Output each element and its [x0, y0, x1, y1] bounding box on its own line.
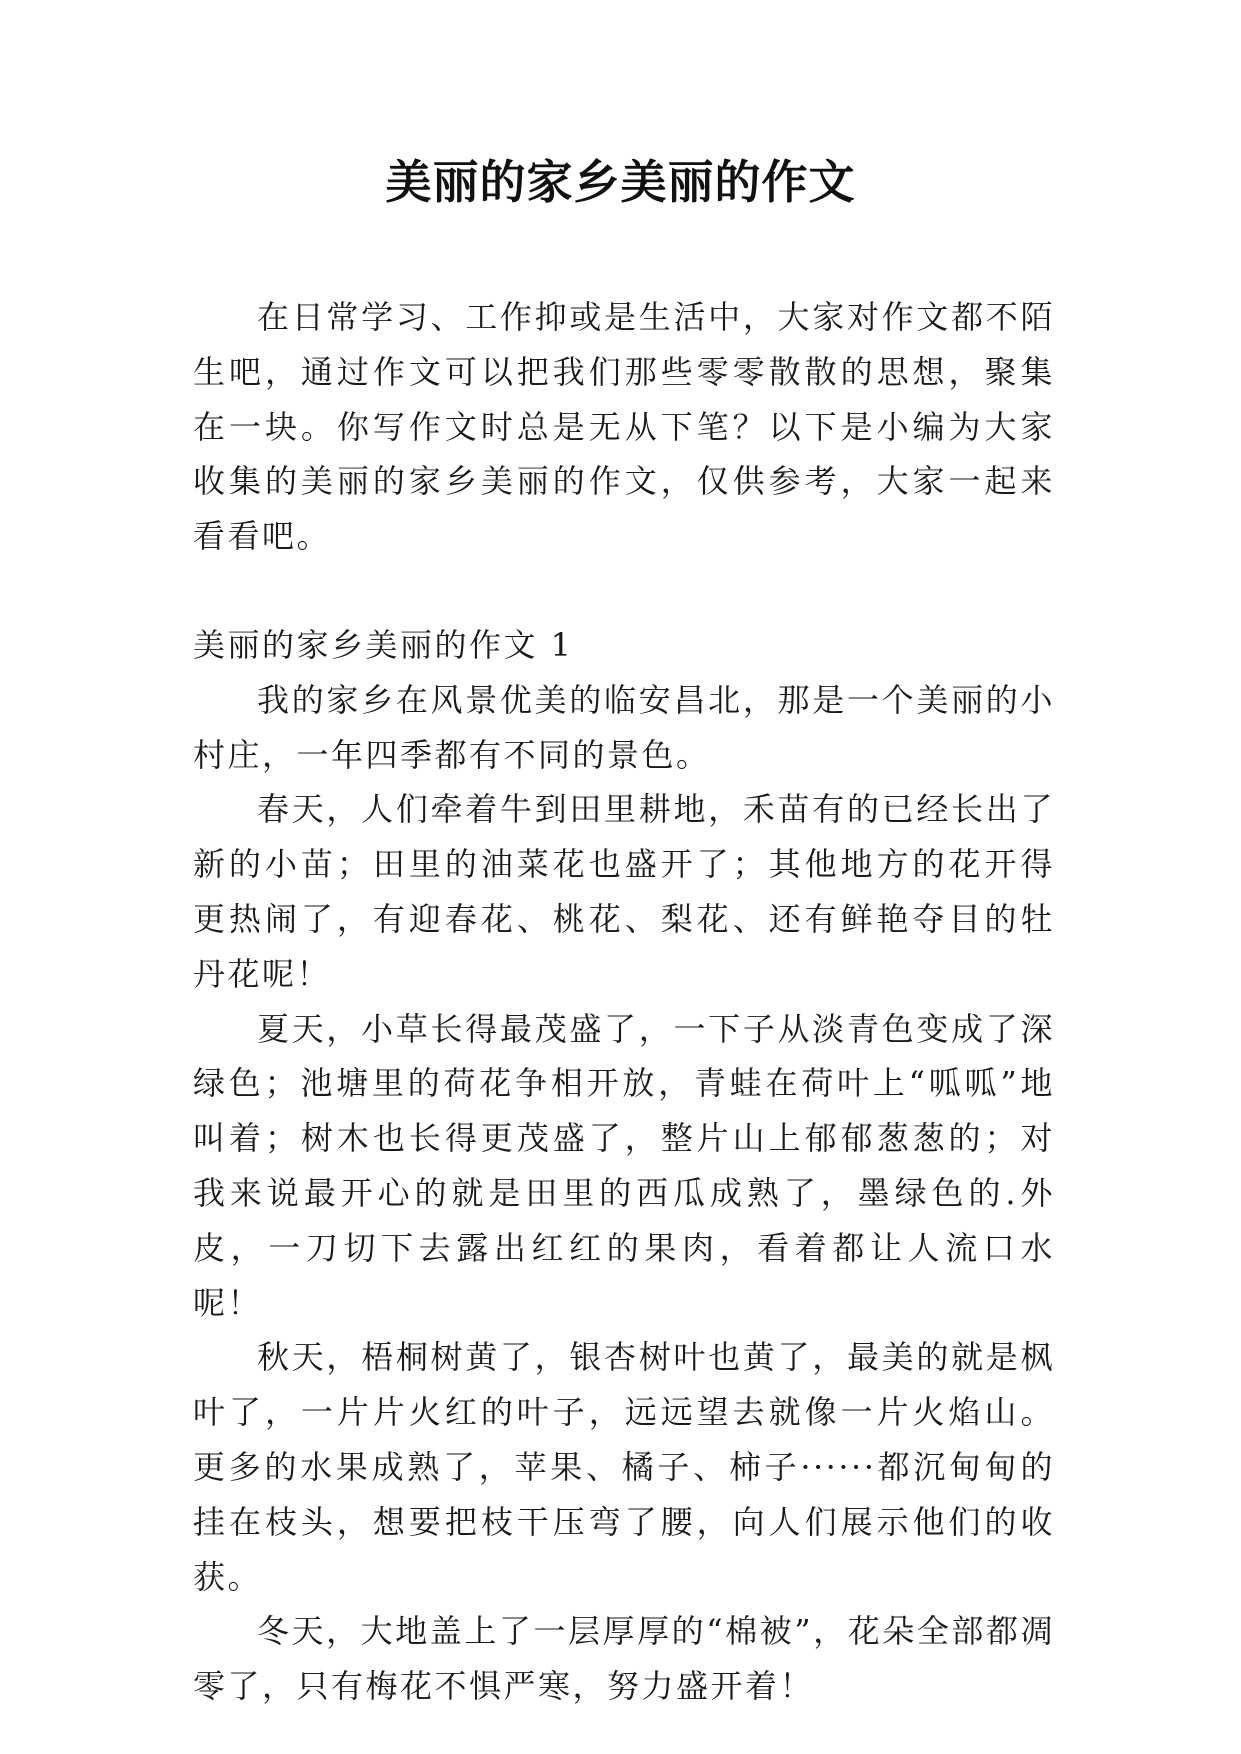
- essay-paragraph: 冬天，大地盖上了一层厚厚的“棉被”，花朵全部都凋零了，只有梅花不惧严寒，努力盛开着！: [193, 1612, 1055, 1706]
- essay-paragraph: 秋天，梧桐树黄了，银杏树叶也黄了，最美的就是枫叶了，一片片火红的叶子，远远望去就像一片火焰山。更多的水果成熟了，苹果、橘子、柿子······都沉甸甸的挂在枝头，想要把枝干压弯了腰，向人们展示他们的收获。: [193, 1338, 1055, 1596]
- intro-paragraph: 在日常学习、工作抑或是生活中，大家对作文都不陌生吧，通过作文可以把我们那些零零散散的思想，聚集在一块。你写作文时总是无从下笔？以下是小编为大家收集的美丽的家乡美丽的作文，仅供参考，大家一起来看看吧。: [193, 298, 1055, 556]
- essay-paragraph: 我的家乡在风景优美的临安昌北，那是一个美丽的小村庄，一年四季都有不同的景色。: [193, 680, 1055, 774]
- document-body: [193, 290, 1055, 1714]
- essay-paragraph: 夏天，小草长得最茂盛了，一下子从淡青色变成了深绿色；池塘里的荷花争相开放，青蛙在荷叶上“呱呱”地叫着；树木也长得更茂盛了，整片山上郁郁葱葱的；对我来说最开心的就是田里的西瓜成熟了，墨绿色的.外皮，一刀切下去露出红红的果肉，看着都让人流口水呢！: [193, 1009, 1055, 1322]
- essay-paragraph: 春天，人们牵着牛到田里耕地，禾苗有的已经长出了新的小苗；田里的油菜花也盛开了；其他地方的花开得更热闹了，有迎春花、桃花、梨花、还有鲜艳夺目的牡丹花呢！: [193, 790, 1055, 993]
- document-title: 美丽的家乡美丽的作文: [385, 155, 856, 209]
- section-title: 美丽的家乡美丽的作文 1: [193, 625, 574, 664]
